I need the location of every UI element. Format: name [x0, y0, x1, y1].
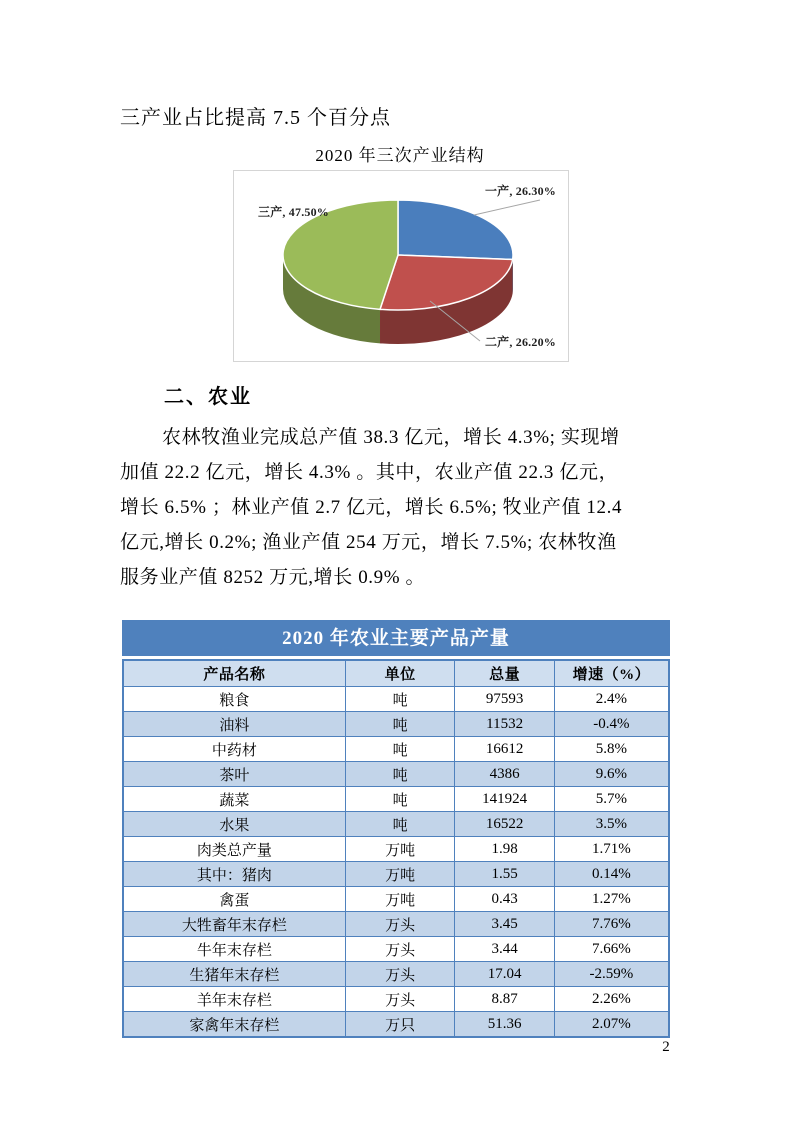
products-table — [122, 659, 670, 1038]
paragraph-line: 农林牧渔业完成总产值 38.3 亿元，增长 4.3%; 实现增 — [162, 427, 620, 448]
table-row — [123, 762, 669, 787]
table-row — [123, 912, 669, 937]
table-cell: 万头 — [345, 962, 455, 987]
table-row — [123, 737, 669, 762]
page-number: 2 — [662, 1039, 670, 1055]
paragraph-line: 加值 22.2 亿元，增长 4.3% 。其中，农业产值 22.3 亿元， — [120, 462, 619, 483]
table-cell: 家禽年末存栏 — [123, 1012, 345, 1038]
table-cell: -0.4% — [554, 712, 669, 737]
table-cell: 3.45 — [455, 912, 554, 937]
table-cell: 水果 — [123, 812, 345, 837]
pie-slice — [398, 200, 513, 259]
table-cell: 其中：猪肉 — [123, 862, 345, 887]
table-row — [123, 987, 669, 1012]
table-cell: 蔬菜 — [123, 787, 345, 812]
table-cell: 2.26% — [554, 987, 669, 1012]
paragraph-line: 服务业产值 8252 万元,增长 0.9% 。 — [120, 567, 426, 588]
table-cell: 0.43 — [455, 887, 554, 912]
table-row — [123, 862, 669, 887]
table-cell: 141924 — [455, 787, 554, 812]
table-cell: 5.8% — [554, 737, 669, 762]
table-header-cell: 增速（%） — [554, 660, 669, 687]
table-cell: 牛年末存栏 — [123, 937, 345, 962]
paragraph-line: 增长 6.5% ；林业产值 2.7 亿元，增长 6.5%; 牧业产值 12.4 — [120, 497, 623, 518]
agriculture-paragraph — [120, 420, 673, 595]
products-table-block — [122, 620, 670, 1038]
table-cell: 万头 — [345, 937, 455, 962]
table-cell: 万只 — [345, 1012, 455, 1038]
table-cell: 吨 — [345, 737, 455, 762]
table-cell: 1.27% — [554, 887, 669, 912]
table-cell: 0.14% — [554, 862, 669, 887]
table-cell: 1.98 — [455, 837, 554, 862]
table-cell: 1.71% — [554, 837, 669, 862]
pie-chart-frame — [233, 170, 569, 362]
table-header-row — [123, 660, 669, 687]
table-cell: 7.76% — [554, 912, 669, 937]
table-cell: 5.7% — [554, 787, 669, 812]
table-cell: 茶叶 — [123, 762, 345, 787]
table-cell: 9.6% — [554, 762, 669, 787]
table-row — [123, 812, 669, 837]
table-cell: 吨 — [345, 762, 455, 787]
table-header-cell: 单位 — [345, 660, 455, 687]
table-cell: 油料 — [123, 712, 345, 737]
table-cell: 吨 — [345, 787, 455, 812]
table-cell: 1.55 — [455, 862, 554, 887]
table-cell: 万吨 — [345, 837, 455, 862]
table-cell: 大牲畜年末存栏 — [123, 912, 345, 937]
table-header-cell: 产品名称 — [123, 660, 345, 687]
table-row — [123, 712, 669, 737]
table-row — [123, 962, 669, 987]
table-row — [123, 787, 669, 812]
leader-line-primary — [474, 200, 540, 215]
table-row — [123, 887, 669, 912]
table-row — [123, 937, 669, 962]
table-cell: 吨 — [345, 812, 455, 837]
table-cell: 4386 — [455, 762, 554, 787]
table-cell: 禽蛋 — [123, 887, 345, 912]
table-cell: 17.04 — [455, 962, 554, 987]
pie-label-secondary: 二产, 26.20% — [484, 335, 556, 349]
table-cell: 16522 — [455, 812, 554, 837]
table-cell: 97593 — [455, 687, 554, 712]
table-cell: 8.87 — [455, 987, 554, 1012]
pie-chart — [234, 171, 566, 359]
table-row — [123, 837, 669, 862]
table-cell: 生猪年末存栏 — [123, 962, 345, 987]
paragraph-line: 亿元,增长 0.2%; 渔业产值 254 万元，增长 7.5%; 农林牧渔 — [120, 532, 617, 553]
table-cell: 万头 — [345, 912, 455, 937]
table-cell: 万头 — [345, 987, 455, 1012]
table-cell: 2.07% — [554, 1012, 669, 1038]
table-row — [123, 687, 669, 712]
table-cell: 万吨 — [345, 862, 455, 887]
table-cell: 万吨 — [345, 887, 455, 912]
intro-text: 三产业占比提高 7.5 个百分点 — [120, 107, 391, 129]
table-cell: 11532 — [455, 712, 554, 737]
table-row — [123, 1012, 669, 1038]
table-cell: 16612 — [455, 737, 554, 762]
table-cell: 2.4% — [554, 687, 669, 712]
table-cell: 粮食 — [123, 687, 345, 712]
chart-title: 2020 年三次产业结构 — [315, 146, 485, 165]
section-heading: 二、农业 — [164, 386, 252, 408]
pie-label-primary: 一产, 26.30% — [484, 184, 556, 198]
table-header-cell: 总量 — [455, 660, 554, 687]
table-cell: 3.5% — [554, 812, 669, 837]
table-cell: 羊年末存栏 — [123, 987, 345, 1012]
table-body — [123, 687, 669, 1038]
table-title: 2020 年农业主要产品产量 — [122, 620, 670, 656]
table-cell: 肉类总产量 — [123, 837, 345, 862]
table-cell: 中药材 — [123, 737, 345, 762]
table-cell: 吨 — [345, 712, 455, 737]
table-cell: 7.66% — [554, 937, 669, 962]
table-cell: 3.44 — [455, 937, 554, 962]
table-cell: 51.36 — [455, 1012, 554, 1038]
table-cell: -2.59% — [554, 962, 669, 987]
table-cell: 吨 — [345, 687, 455, 712]
pie-label-tertiary: 三产, 47.50% — [258, 205, 330, 219]
